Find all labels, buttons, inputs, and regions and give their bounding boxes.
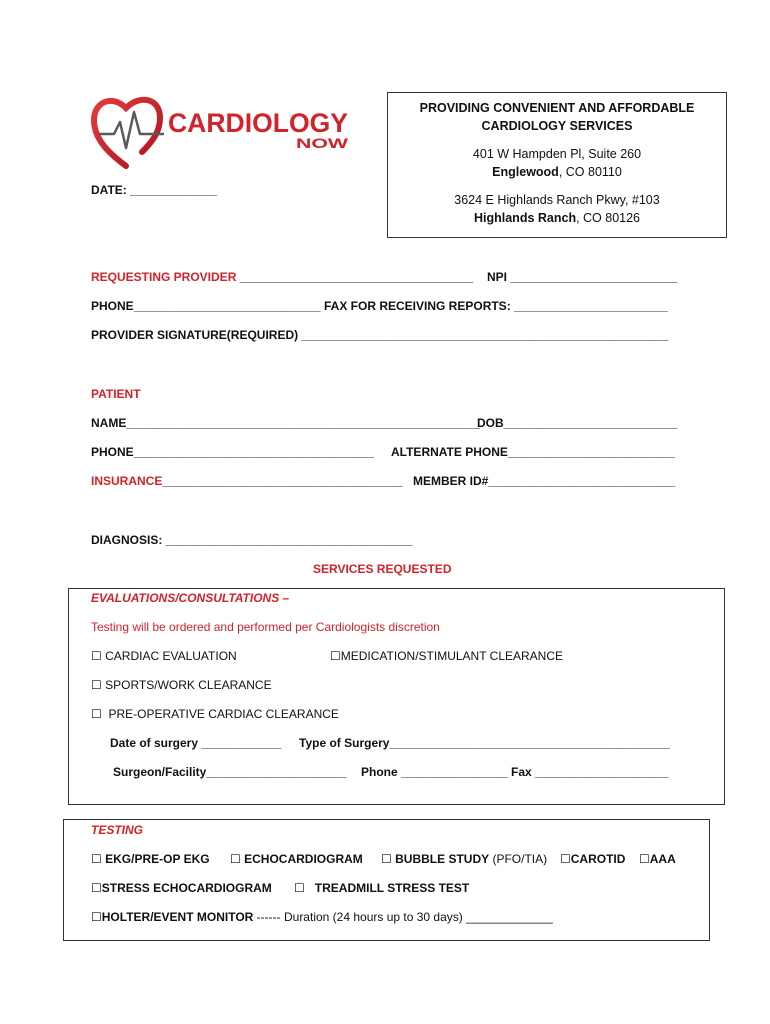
holter-duration-field[interactable]: _____________ xyxy=(462,910,553,924)
evaluations-note: Testing will be ordered and performed per Cardiologists discretion xyxy=(91,620,440,634)
insurance-label: INSURANCE xyxy=(91,474,163,488)
checkbox-icon[interactable]: ☐ xyxy=(91,707,102,721)
option-label: SPORTS/WORK CLEARANCE xyxy=(105,678,272,692)
test-aaa[interactable] xyxy=(639,852,676,866)
date-label: DATE: xyxy=(91,183,127,197)
patient-name-row xyxy=(91,416,480,430)
location-1-city-line: Englewood, CO 80110 xyxy=(492,165,622,179)
test-holter[interactable] xyxy=(91,910,553,924)
surgery-date-row xyxy=(110,736,281,750)
dob-label: DOB xyxy=(477,416,504,430)
member-id-field[interactable]: ____________________________ xyxy=(488,474,676,488)
services-requested-heading: SERVICES REQUESTED xyxy=(313,562,452,576)
npi-row xyxy=(487,270,677,284)
date-row xyxy=(91,183,217,197)
checkbox-icon[interactable]: ☐ xyxy=(91,678,102,692)
patient-name-label: NAME xyxy=(91,416,127,430)
test-carotid[interactable] xyxy=(560,852,625,866)
test-bubble-study[interactable] xyxy=(381,852,547,866)
test-label: EKG/PRE-OP EKG xyxy=(105,852,210,866)
surgery-date-field[interactable]: ____________ xyxy=(198,736,282,750)
dob-row xyxy=(477,416,677,430)
tagline-line-2: CARDIOLOGY SERVICES xyxy=(481,119,633,133)
checkbox-icon[interactable]: ☐ xyxy=(91,881,102,895)
option-label: CARDIAC EVALUATION xyxy=(105,649,237,663)
surgeon-row xyxy=(113,765,347,779)
location-1-street: 401 W Hampden Pl, Suite 260 xyxy=(472,147,642,161)
test-note: (PFO/TIA) xyxy=(489,852,548,866)
location-2-city-line: Highlands Ranch, CO 80126 xyxy=(473,211,641,225)
location-1-city: Englewood xyxy=(492,165,559,179)
alternate-phone-field[interactable]: _________________________ xyxy=(507,445,675,459)
practice-info-box xyxy=(387,92,727,238)
surgeon-phone-field[interactable]: ________________ xyxy=(397,765,508,779)
option-medication-clearance[interactable] xyxy=(330,649,563,663)
provider-signature-field[interactable]: _______________________________________________________ xyxy=(298,328,669,342)
surgeon-fax-field[interactable]: ____________________ xyxy=(531,765,669,779)
alternate-phone-label: ALTERNATE PHONE xyxy=(391,445,508,459)
requesting-provider-label: REQUESTING PROVIDER xyxy=(91,270,237,284)
test-treadmill[interactable] xyxy=(294,881,469,895)
option-cardiac-evaluation[interactable] xyxy=(91,649,237,663)
tagline-line-1: PROVIDING CONVENIENT AND AFFORDABLE xyxy=(419,101,695,115)
insurance-field[interactable]: ____________________________________ xyxy=(162,474,403,488)
provider-signature-row xyxy=(91,328,669,342)
surgeon-label: Surgeon/Facility xyxy=(113,765,207,779)
test-label: STRESS ECHOCARDIOGRAM xyxy=(101,881,272,895)
fax-reports-row xyxy=(324,299,668,313)
cardiology-now-logo xyxy=(90,92,352,172)
surgery-type-row xyxy=(299,736,670,750)
diagnosis-field[interactable]: _____________________________________ xyxy=(162,533,413,547)
test-label: CAROTID xyxy=(570,852,626,866)
provider-signature-label: PROVIDER SIGNATURE(REQUIRED) xyxy=(91,328,299,342)
surgeon-fax-label: Fax xyxy=(511,765,532,779)
requesting-provider-row xyxy=(91,270,473,284)
test-label: BUBBLE STUDY xyxy=(395,852,490,866)
provider-phone-label: PHONE xyxy=(91,299,134,313)
option-label: MEDICATION/STIMULANT CLEARANCE xyxy=(340,649,564,663)
test-label: TREADMILL STRESS TEST xyxy=(314,881,470,895)
test-label: ECHOCARDIOGRAM xyxy=(244,852,363,866)
requesting-provider-field[interactable]: ___________________________________ xyxy=(236,270,474,284)
fax-reports-field[interactable]: _______________________ xyxy=(510,299,668,313)
alternate-phone-row xyxy=(391,445,675,459)
checkbox-icon[interactable]: ☐ xyxy=(381,852,392,866)
checkbox-icon[interactable]: ☐ xyxy=(91,852,102,866)
patient-name-field[interactable]: _____________________________________________________ xyxy=(126,416,481,430)
surgeon-phone-label: Phone xyxy=(361,765,398,779)
patient-phone-label: PHONE xyxy=(91,445,134,459)
checkbox-icon[interactable]: ☐ xyxy=(560,852,571,866)
checkbox-icon[interactable]: ☐ xyxy=(639,852,650,866)
checkbox-icon[interactable]: ☐ xyxy=(91,910,102,924)
logo-word-cardiology: CARDIOLOGY xyxy=(168,108,348,138)
dob-field[interactable]: __________________________ xyxy=(503,416,678,430)
diagnosis-label: DIAGNOSIS: xyxy=(91,533,163,547)
checkbox-icon[interactable]: ☐ xyxy=(91,649,102,663)
evaluations-title: EVALUATIONS/CONSULTATIONS – xyxy=(91,591,290,605)
holter-duration-note: ------ Duration (24 hours up to 30 days) xyxy=(253,910,463,924)
testing-title: TESTING xyxy=(91,823,144,837)
member-id-row xyxy=(413,474,675,488)
option-label: PRE-OPERATIVE CARDIAC CLEARANCE xyxy=(108,707,339,721)
checkbox-icon[interactable]: ☐ xyxy=(230,852,241,866)
patient-phone-field[interactable]: ____________________________________ xyxy=(133,445,374,459)
test-ekg[interactable] xyxy=(91,852,210,866)
option-preop-clearance[interactable] xyxy=(91,707,339,721)
test-label: AAA xyxy=(649,852,676,866)
insurance-row xyxy=(91,474,403,488)
surgeon-fax-row xyxy=(511,765,669,779)
checkbox-icon[interactable]: ☐ xyxy=(330,649,341,663)
location-2-street: 3624 E Highlands Ranch Pkwy, #103 xyxy=(454,193,660,207)
surgery-type-label: Type of Surgery xyxy=(299,736,390,750)
test-stress-echo[interactable] xyxy=(91,881,272,895)
checkbox-icon[interactable]: ☐ xyxy=(294,881,305,895)
provider-phone-row xyxy=(91,299,321,313)
logo-word-now: NOW xyxy=(296,135,350,151)
option-sports-work-clearance[interactable] xyxy=(91,678,272,692)
date-field[interactable]: _____________ xyxy=(130,183,217,197)
surgeon-field[interactable]: _____________________ xyxy=(206,765,347,779)
npi-label: NPI xyxy=(487,270,508,284)
surgery-date-label: Date of surgery xyxy=(110,736,199,750)
surgeon-phone-row xyxy=(361,765,508,779)
patient-section-label: PATIENT xyxy=(91,387,141,401)
test-label: HOLTER/EVENT MONITOR xyxy=(101,910,254,924)
provider-phone-field[interactable]: ____________________________ xyxy=(133,299,321,313)
fax-reports-label: FAX FOR RECEIVING REPORTS: xyxy=(324,299,511,313)
member-id-label: MEMBER ID# xyxy=(413,474,489,488)
test-echocardiogram[interactable] xyxy=(230,852,363,866)
npi-field[interactable]: _________________________ xyxy=(507,270,678,284)
diagnosis-row xyxy=(91,533,413,547)
patient-phone-row xyxy=(91,445,374,459)
location-2-city: Highlands Ranch xyxy=(473,211,577,225)
surgery-type-field[interactable]: __________________________________________ xyxy=(389,736,670,750)
